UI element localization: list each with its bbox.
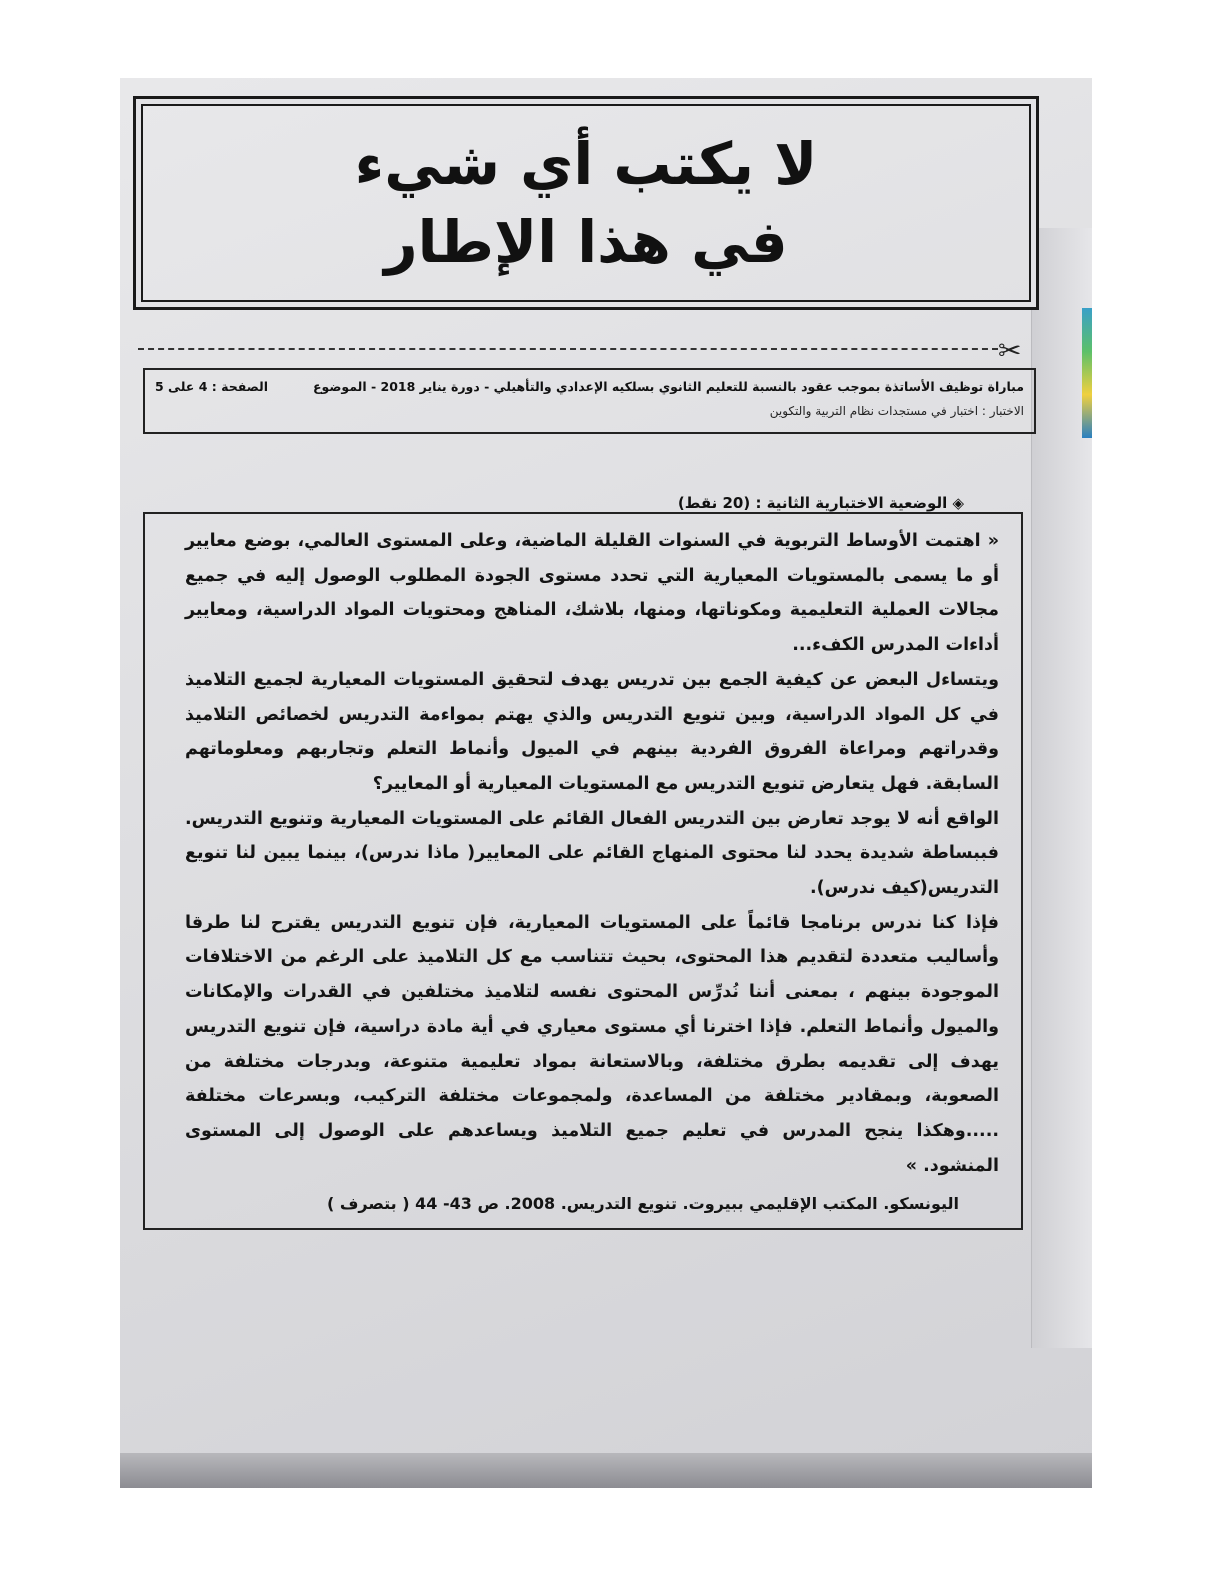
scissors-icon: ✂ — [998, 334, 1022, 367]
exam-header-line — [155, 374, 1024, 400]
cut-line — [138, 348, 998, 350]
paragraph: الواقع أنه لا يوجد تعارض بين التدريس الفعال القائم على المستويات المعيارية وتنويع التدريس. فببساطة شديدة يحدد لنا محتوى المنهاج القائم على المعايير( ماذا ندرس)، بينما يبين لنا تنويع التدريس(كيف ندرس). — [185, 808, 999, 899]
exam-title: مباراة توظيف الأساتذة بموجب عقود بالنسبة للتعليم الثانوي بسلكيه الإعدادي والتأهيلي - دورة يناير 2018 - الموضوع — [312, 379, 1024, 394]
page-number: الصفحة : 4 على 5 — [155, 379, 268, 394]
paragraph: « اهتمت الأوساط التربوية في السنوات القليلة الماضية، وعلى المستوى العالمي، بوضع معايير أو ما يسمى بالمستويات المعيارية التي تحدد مستوى الجودة المطلوب الوصول إليه في جميع مجالات العملية التعليمية ومكوناتها، ومنها، بلاشك، المناهج ومحتويات المواد الدراسية، ومعايير أداءات المدرس الكفء... — [185, 531, 999, 656]
source-citation: اليونسكو. المكتب الإقليمي ببيروت. تنويع التدريس. 2008. ص 43- 44 ( بتصرف ) — [326, 1194, 959, 1214]
no-write-frame — [133, 96, 1039, 310]
exam-header — [143, 368, 1036, 434]
colored-object-edge — [1082, 308, 1092, 438]
photo-bottom-shadow — [120, 1453, 1092, 1488]
exam-subtitle: الاختبار : اختبار في مستجدات نظام التربية والتكوين — [769, 404, 1024, 418]
no-write-line-2: في هذا الإطار — [384, 208, 788, 276]
situation-title-text: الوضعية الاختبارية الثانية : (20 نقط) — [677, 494, 948, 512]
situation-title — [678, 494, 964, 512]
paragraph: فإذا كنا ندرس برنامجا قائماً على المستويات المعيارية، فإن تنويع التدريس يقترح لنا طرقا وأساليب متعددة لتقديم هذا المحتوى، بحيث تتناسب مع كل التلاميذ على الرغم من الاختلافات الموجودة بينهم ، بمعنى أننا نُدرِّس المحتوى نفسه لتلاميذ مختلفين في القدرات والإمكانات والميول وأنماط التعلم. فإذا اخترنا أي مستوى معياري في أية مادة دراسية، فإن تنويع التدريس يهدف إلى تقديمه بطرق مختلفة، وبالاستعانة بمواد تعليمية متنوعة، وبدرجات مختلفة من الصعوبة، وبمقادير مختلفة من المساعدة، ولمجموعات مختلفة التركيب، وبسرعات مختلفة .....وهكذا ينجح المدرس في تعليم جميع التلاميذ ويساعدهم على الوصول إلى المستوى المنشود. » — [185, 912, 999, 1176]
diamond-bullet-icon: ◈ — [947, 494, 964, 512]
no-write-line-1: لا يكتب أي شيء — [354, 130, 818, 198]
text-frame — [143, 512, 1023, 1230]
exam-page-photo — [120, 78, 1092, 1488]
paragraph: ويتساءل البعض عن كيفية الجمع بين تدريس يهدف لتحقيق المستويات المعيارية لجميع التلاميذ في كل المواد الدراسية، وبين تنويع التدريس والذي يهتم بمواءمة التدريس لخصائص التلاميذ وقدراتهم ومراعاة الفروق الفردية بينهم في الميول وأنماط التعلم وتجاربهم ومعلوماتهم السابقة. فهل يتعارض تنويع التدريس مع المستويات المعيارية أو المعايير؟ — [185, 669, 999, 794]
